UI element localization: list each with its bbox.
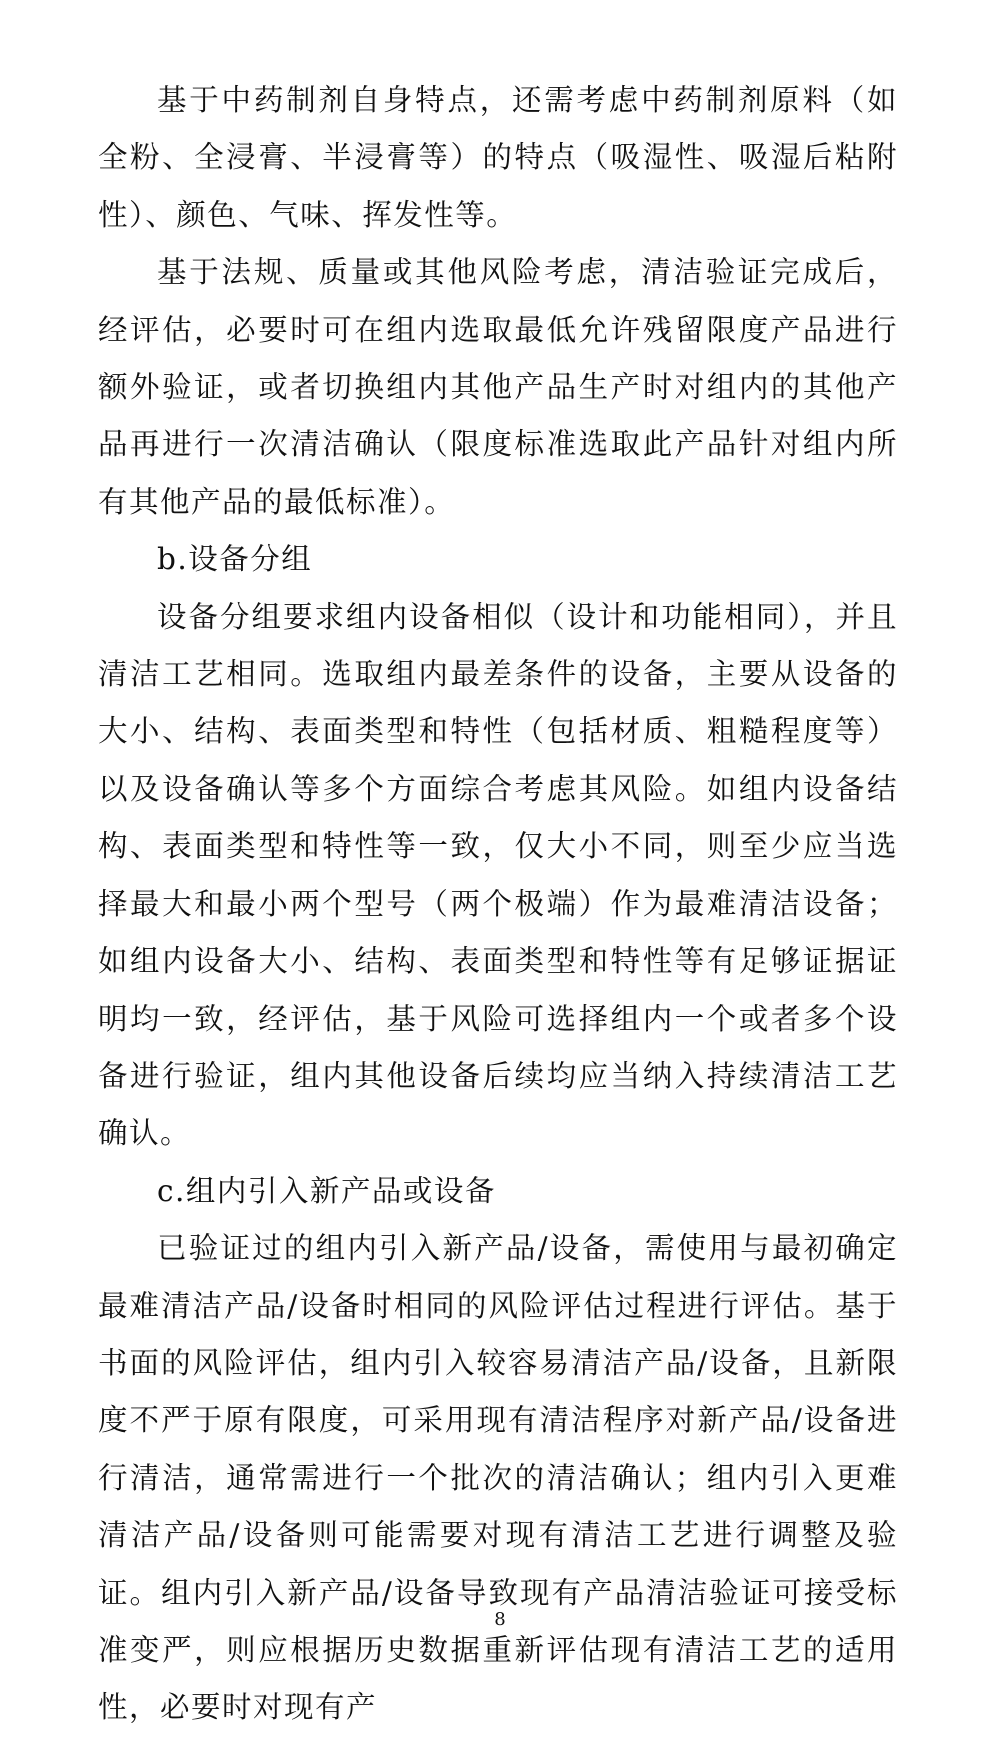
paragraph-new-product-equipment: 已验证过的组内引入新产品/设备，需使用与最初确定最难清洁产品/设备时相同的风险评估过程进行评估。基于书面的风险评估，组内引入较容易清洁产品/设备，且新限度不严于原有限度，可采用现有清洁程序对新产品/设备进行清洁，通常需进行一个批次的清洁确认；组内引入更难清洁产品/设备则可能需要对现有清洁工艺进行调整及验证。组内引入新产品/设备导致现有产品清洁验证可接受标准变严，则应根据历史数据重新评估现有清洁工艺的适用性，必要时对现有产	[98, 1231, 898, 1725]
paragraph-tcm-raw-material: 基于中药制剂自身特点，还需考虑中药制剂原料（如全粉、全浸膏、半浸膏等）的特点（吸湿性、吸湿后粘附性）、颜色、气味、挥发性等。	[98, 83, 898, 232]
page-body	[98, 72, 898, 1737]
paragraph-equipment-grouping: 设备分组要求组内设备相似（设计和功能相同），并且清洁工艺相同。选取组内最差条件的设备，主要从设备的大小、结构、表面类型和特性（包括材质、粗糙程度等）以及设备确认等多个方面综合考虑其风险。如组内设备结构、表面类型和特性等一致，仅大小不同，则至少应当选择最大和最小两个型号（两个极端）作为最难清洁设备；如组内设备大小、结构、表面类型和特性等有足够证据证明均一致，经评估，基于风险可选择组内一个或者多个设备进行验证，组内其他设备后续均应当纳入持续清洁工艺确认。	[98, 599, 898, 1151]
section-heading-equipment-grouping: b.设备分组	[157, 542, 313, 577]
section-heading-new-product-equipment: c.组内引入新产品或设备	[157, 1173, 496, 1208]
paragraph-additional-validation: 基于法规、质量或其他风险考虑，清洁验证完成后，经评估，必要时可在组内选取最低允许残留限度产品进行额外验证，或者切换组内其他产品生产时对组内的其他产品再进行一次清洁确认（限度标准选取此产品针对组内所有其他产品的最低标准）。	[98, 255, 898, 519]
page-number: 8	[494, 1609, 506, 1630]
